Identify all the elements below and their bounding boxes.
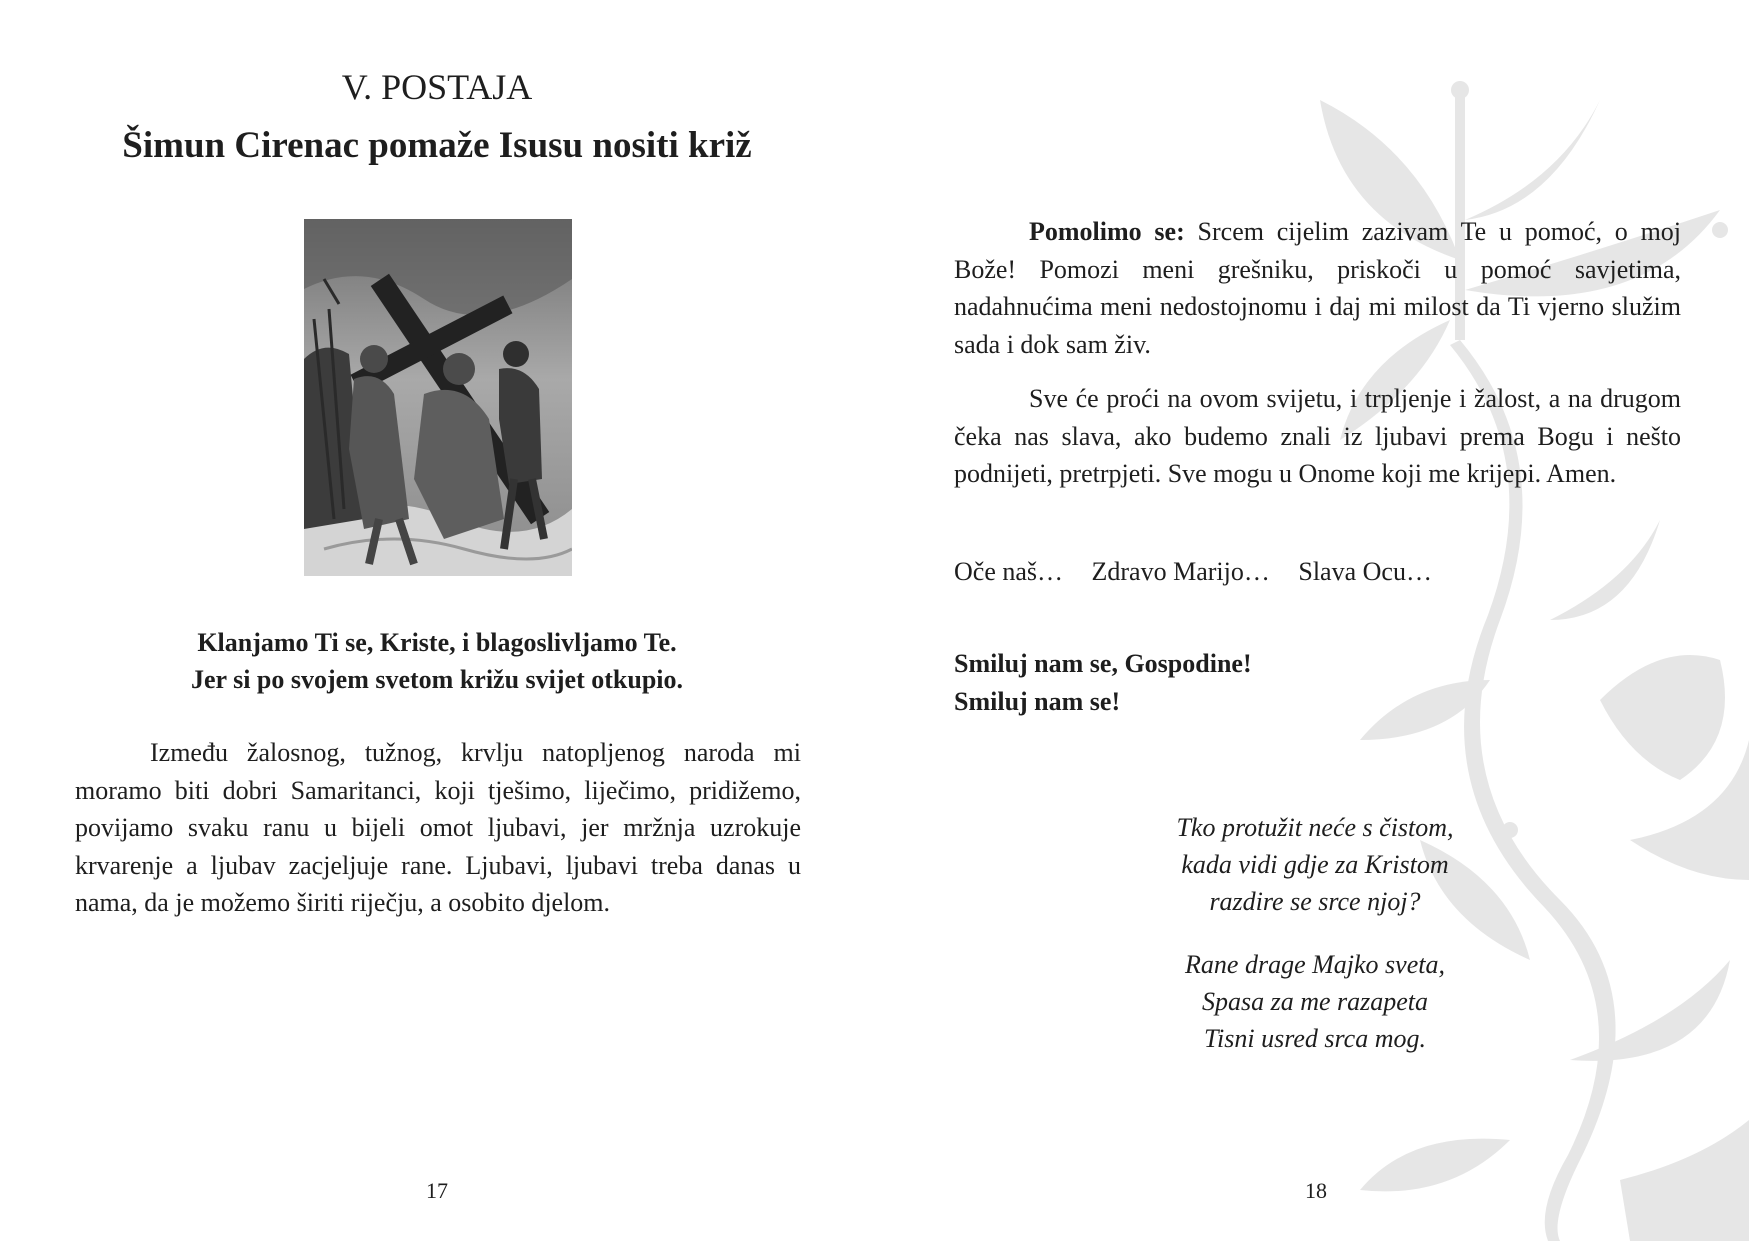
prayer-list [954,553,1454,590]
closing-paragraph: Sve će proći na ovom svijetu, i trpljenje i žalost, a na drugom čeka nas slava, ako budemo znali iz ljubavi prema Bogu i nešto podnijeti, pretrpjeti. Sve mogu u Onome koji me krijepi. Amen. [954,384,1681,488]
verse-1-line-2: kada vidi gdje za Kristom [1181,850,1449,879]
verse-2-line-2: Spasa za me razapeta [1201,987,1429,1016]
prayer-glory-be: Slava Ocu… [1298,557,1432,586]
refrain-line-2: Jer si po svojem svetom križu svijet otkupio. [190,665,684,694]
station-number: V. POSTAJA [341,67,533,107]
station-illustration [304,219,572,576]
prayer-our-father: Oče naš… [954,557,1064,586]
refrain-line-1: Klanjamo Ti se, Kriste, i blagoslivljamo Te. [197,628,677,657]
left-page [0,0,874,1241]
verse-2-line-3: Tisni usred srca mog. [1204,1024,1426,1053]
mercy-line-2: Smiluj nam se! [954,687,1121,716]
prayer-text: Srcem cijelim zazivam Te u pomoć, o moj Bože! Pomozi meni grešniku, priskoči u pomoć savjetima, nadahnućima meni nedostojnomu i daj mi milost da Ti vjerno služim sada i dok sam živ. [954,217,1682,359]
station-title: Šimun Cirenac pomaže Isusu nositi križ [122,125,752,166]
hymn-verse-2 [1115,946,1515,1057]
prayer-lead: Pomolimo se: [1029,217,1185,246]
refrain [0,624,874,698]
page-number-right: 18 [1305,1178,1327,1203]
mercy-invocation [954,645,1252,721]
prayer-paragraph [954,213,1681,363]
meditation-paragraph: Između žalosnog, tužnog, krvlju natopljenog naroda mi moramo biti dobri Samaritanci, koji tješimo, liječimo, pridižemo, povijamo svaku ranu u bijeli omot ljubavi, jer mržnja uzrokuje krvarenje a ljubav zacjeljuje rane. Ljubavi, ljubavi treba danas u nama, da je možemo širiti riječju, a osobito djelom. [75,738,801,917]
verse-2-line-1: Rane drage Majko sveta, [1185,950,1445,979]
mercy-line-1: Smiluj nam se, Gospodine! [954,649,1252,678]
prayer-hail-mary: Zdravo Marijo… [1091,557,1270,586]
verse-1-line-3: razdire se srce njoj? [1209,887,1421,916]
page-number-left: 17 [426,1178,448,1203]
hymn-verse-1 [1115,809,1515,920]
verse-1-line-1: Tko protužit neće s čistom, [1176,813,1454,842]
simon-of-cyrene-engraving [304,219,572,576]
